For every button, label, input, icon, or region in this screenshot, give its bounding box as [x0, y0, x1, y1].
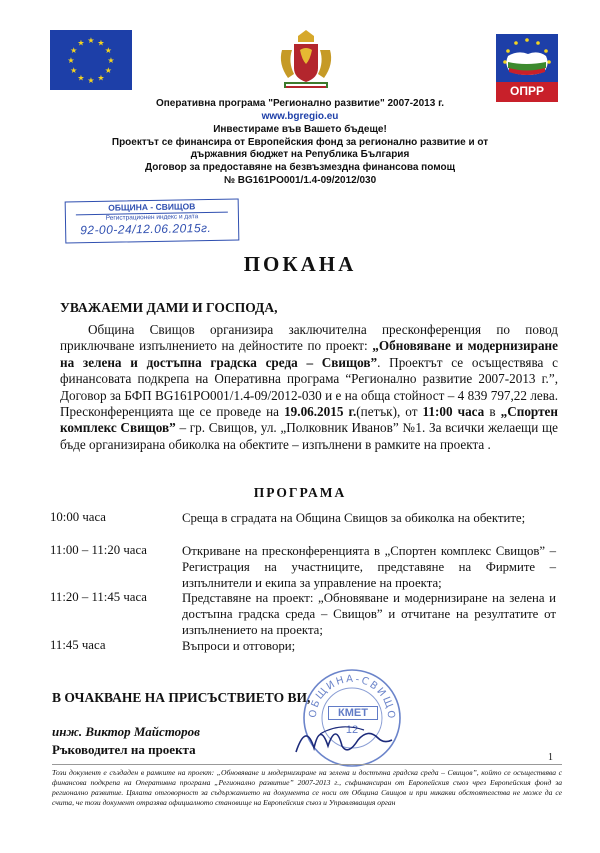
- stamp-caption: Регистрационен индекс и дата: [105, 213, 199, 222]
- eu-star-icon: ★: [104, 66, 112, 75]
- footer-divider: [52, 764, 562, 765]
- stamp-entry: 92-00-24/12.06.2015г.: [80, 220, 212, 238]
- program-item-time: 11:00 – 11:20 часа: [50, 543, 147, 557]
- handwritten-signature: [290, 716, 400, 760]
- signer-name: инж. Виктор Майсторов: [52, 724, 200, 739]
- stamp-org: ОБЩИНА - СВИЩОВ: [108, 201, 196, 213]
- oprr-logo-label: ОПРР: [510, 84, 544, 98]
- contract-line-1: Договор за предоставяне на безвъзмездна финансова помощ: [144, 162, 456, 173]
- paragraph-day: (петък), от: [356, 404, 423, 420]
- bulgarian-coat-of-arms-logo: [276, 28, 336, 92]
- program-item-desc: Въпроси и отговори;: [182, 639, 296, 653]
- seal-center-label: КМЕТ: [328, 706, 378, 720]
- paragraph-address: – гр. Свищов, ул. „Полковник Иванов” №1. За всички желаещи ще бъде организирана обиколка на обектите – изпълнени в рамките на проекта .: [60, 420, 558, 452]
- seal-ring-text: ОБЩИНА-СВИЩО: [307, 673, 397, 721]
- eu-star-icon: ★: [107, 56, 115, 65]
- invitation-paragraph: [60, 322, 558, 453]
- slogan: Инвестираме във Вашето бъдеще!: [213, 124, 387, 135]
- program-title: ПРОГРАМА: [253, 485, 347, 500]
- program-item-desc: Среща в сградата на Община Свищов за обиколка на обектите;: [182, 511, 526, 525]
- paragraph-in: в: [484, 404, 501, 420]
- paragraph-intro: Община Свищов организира заключителна пресконференция по повод приключване изпълнението на дейностите по проект:: [60, 322, 558, 354]
- program-item-desc: Откриване на пресконференцията в „Спортен комплекс Свищов” – Регистрация на участниците, представяне на Фирмите – изпълнители и екипа за управление на проекта;: [182, 544, 556, 590]
- footer-disclaimer: Този документ е създаден в рамките на проект: „Обновяване и модернизиране на зелена и достъпна градска среда – Свищов”, който се осъществява с финансова подкрепа на Оперативна програма „Регионално развитие” 2007-2013 г., съфинансиран от Европейския съюз чрез Европейския фонд за регионално развитие. Цялата отговорност за съдържанието на документа се носи от Община Свищов и при никакви обстоятелства не може да се счита, че този документ отразява официалното становище на Европейския съюз и Управляващия орган: [52, 768, 562, 807]
- project-name: „Обновяване и модернизиране на зелена и достъпна градска среда – Свищов”: [60, 338, 558, 370]
- event-time: 11:00 часа: [422, 404, 485, 420]
- eu-star-icon: ★: [97, 73, 105, 83]
- website-link[interactable]: www.bgregio.eu: [261, 111, 339, 122]
- contract-line-2: № BG161PO001/1.4-09/2012/030: [223, 175, 377, 186]
- paragraph-funding: . Проектът се осъществява с финансовата подкрепа на Оперативна програма “Регионално развитие 2007-2013 г.”, Договор за БФП BG161PO001/1.4-09/2012-030 и е на обща стойност – 4 839 797,22 лева. Пресконференцията ще се проведе на: [60, 354, 558, 420]
- eu-star-icon: ★: [104, 46, 112, 55]
- event-venue: „Спортен комплекс Свищов”: [60, 404, 559, 436]
- oprr-logo: [496, 34, 558, 102]
- program-item-desc: Представяне на проект: „Обновяване и модернизиране на зелена и достъпна градска среда – Свищов” и отчитане на резултатите от изпълнението на проекта;: [182, 591, 556, 637]
- registration-stamp: [65, 198, 240, 243]
- salutation: УВАЖАЕМИ ДАМИ И ГОСПОДА,: [60, 300, 278, 315]
- program-item-time: 11:45 часа: [50, 638, 106, 652]
- funding-line-1: Проектът се финансира от Европейския фонд за регионално развитие и от: [111, 137, 489, 148]
- eu-star-icon: ★: [87, 36, 95, 45]
- eu-star-icon: ★: [77, 38, 85, 48]
- eu-star-icon: ★: [97, 38, 105, 48]
- eu-star-icon: ★: [77, 73, 85, 83]
- program-item-time: 11:20 – 11:45 часа: [50, 590, 147, 604]
- eu-star-icon: ★: [70, 46, 78, 55]
- eu-star-icon: ★: [67, 56, 75, 65]
- eu-flag-logo: [50, 30, 132, 90]
- program-line: Оперативна програма "Регионално развитие" 2007-2013 г.: [155, 98, 445, 109]
- seal-number: 12: [345, 724, 359, 736]
- closing-line: В ОЧАКВАНЕ НА ПРИСЪСТВИЕТО ВИ,: [52, 690, 311, 705]
- page-number: 1: [548, 752, 553, 763]
- document-title: ПОКАНА: [243, 252, 357, 276]
- program-item-time: 10:00 часа: [50, 510, 106, 524]
- eu-star-icon: ★: [87, 76, 95, 85]
- signer-role: Ръководител на проекта: [52, 742, 196, 757]
- event-date: 19.06.2015 г.: [284, 404, 357, 420]
- funding-line-2: държавния бюджет на Република България: [190, 149, 410, 160]
- eu-star-icon: ★: [70, 66, 78, 75]
